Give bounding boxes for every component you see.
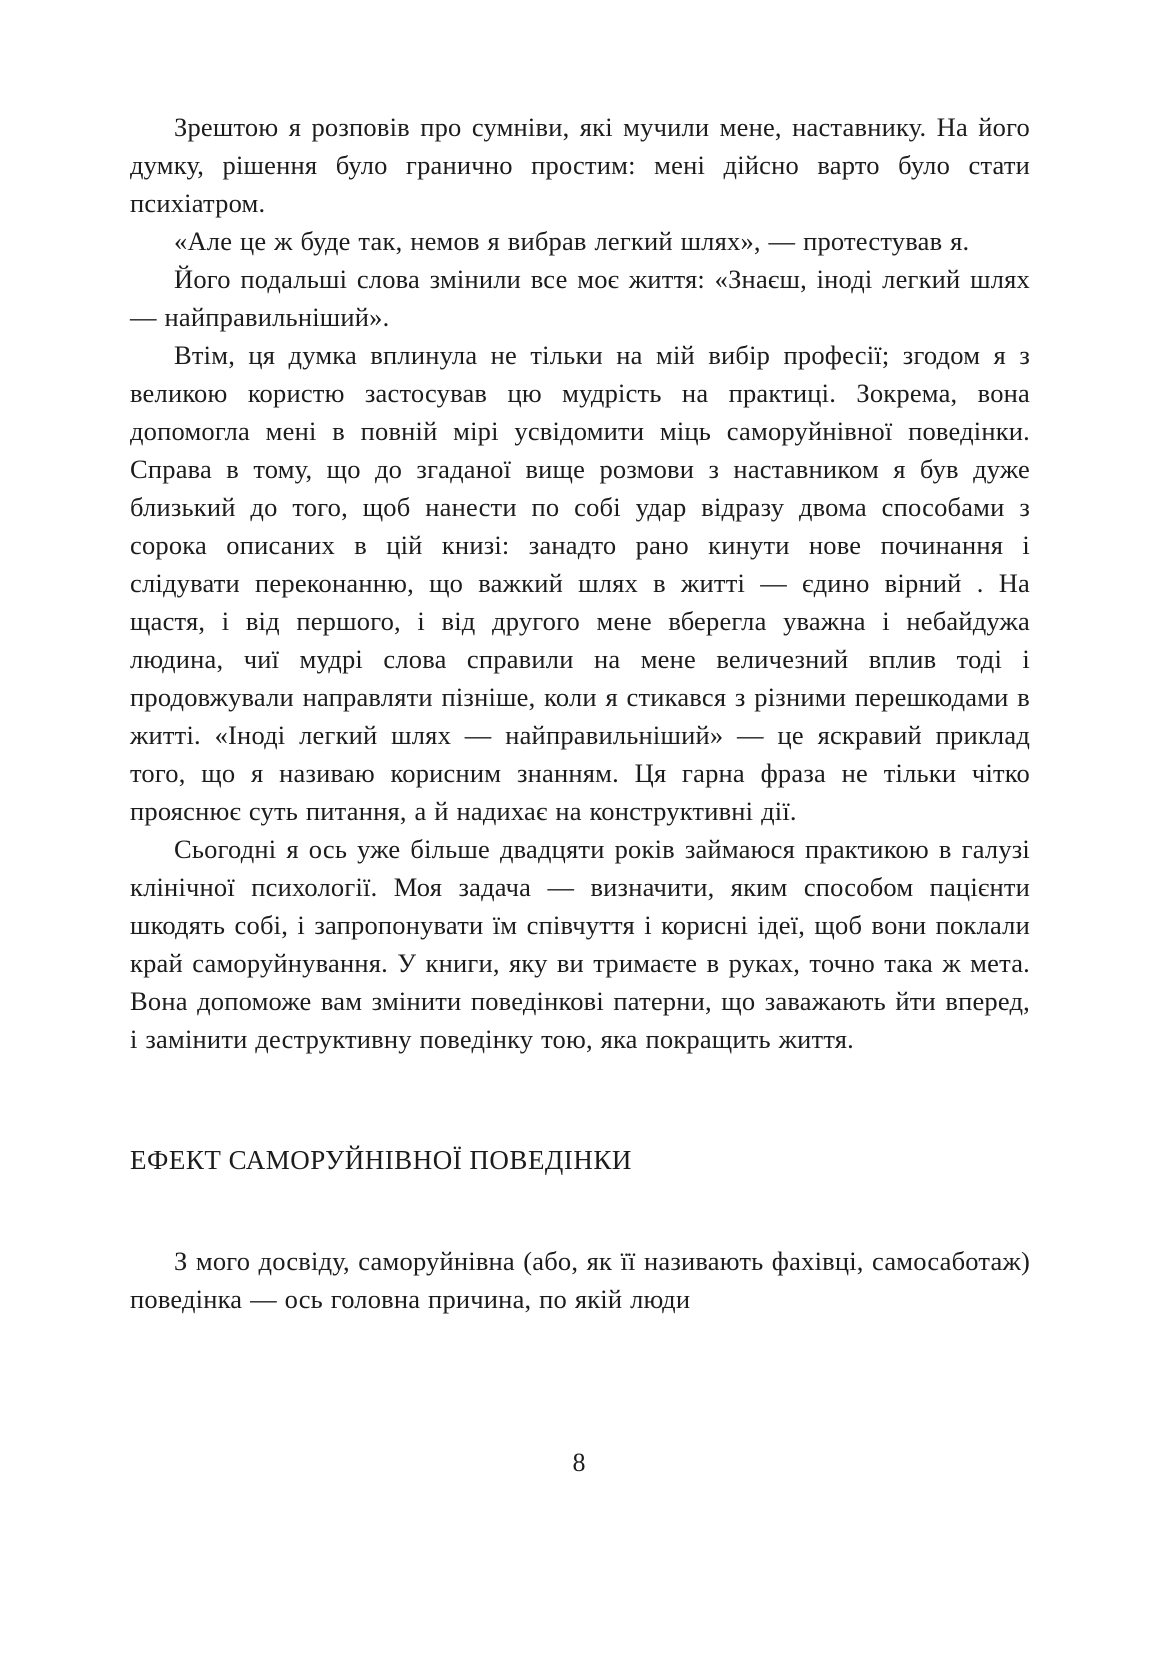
paragraph: З мого досвіду, саморуйнівна (або, як її називають фахівці, самосаботаж) поведінка — ось головна причина, по якій люди — [130, 1246, 1030, 1314]
paragraph: Його подальші слова змінили все моє життя: «Знаєш, іноді легкий шлях — найправильніший». — [130, 264, 1030, 332]
paragraph: Сьогодні я ось уже більше двадцяти років займаюся практикою в галузі клінічної психології. Моя задача — визначити, яким способом пацієнти шкодять собі, і запропонувати їм співчуття і корисні ідеї, щоб вони поклали край саморуйнування. У книги, яку ви тримаєте в руках, точно така ж мета. Вона допоможе вам змінити поведінкові патерни, що заважають йти вперед, і замінити деструктивну поведінку тою, яка покращить життя. — [130, 834, 1030, 1054]
text-block — [130, 108, 1030, 1318]
section-heading: ЕФЕКТ САМОРУЙНІВНОЇ ПОВЕДІНКИ — [130, 1145, 632, 1175]
page-number: 8 — [572, 1448, 586, 1477]
paragraph: Зрештою я розповів про сумніви, які мучили мене, наставнику. На його думку, рішення було гранично простим: мені дійсно варто було стати психіатром. — [130, 112, 1030, 218]
paragraph: «Але це ж буде так, немов я вибрав легкий шлях», — протестував я. — [174, 226, 970, 256]
paragraph: Втім, ця думка вплинула не тільки на мій вибір професії; згодом я з великою користю застосував цю мудрість на практиці. Зокрема, вона допомогла мені в повній мірі усвідомити міць саморуйнівної поведінки. Справа в тому, що до згаданої вище розмови з наставником я був дуже близький до того, щоб нанести по собі удар відразу двома способами з сорока описаних в цій книзі: занадто рано кинути нове починання і слідувати переконанню, що важкий шлях в житті — єдино вірний . На щастя, і від першого, і від другого мене вберегла уважна і небайдужа людина, чиї мудрі слова справили на мене величезний вплив тоді і продовжували направляти пізніше, коли я стикався з різними перешкодами в житті. «Іноді легкий шлях — найправильніший» — це яскравий приклад того, що я називаю корисним знанням. Ця гарна фраза не тільки чітко прояснює суть питання, а й надихає на конструктивні дії. — [130, 340, 1030, 826]
